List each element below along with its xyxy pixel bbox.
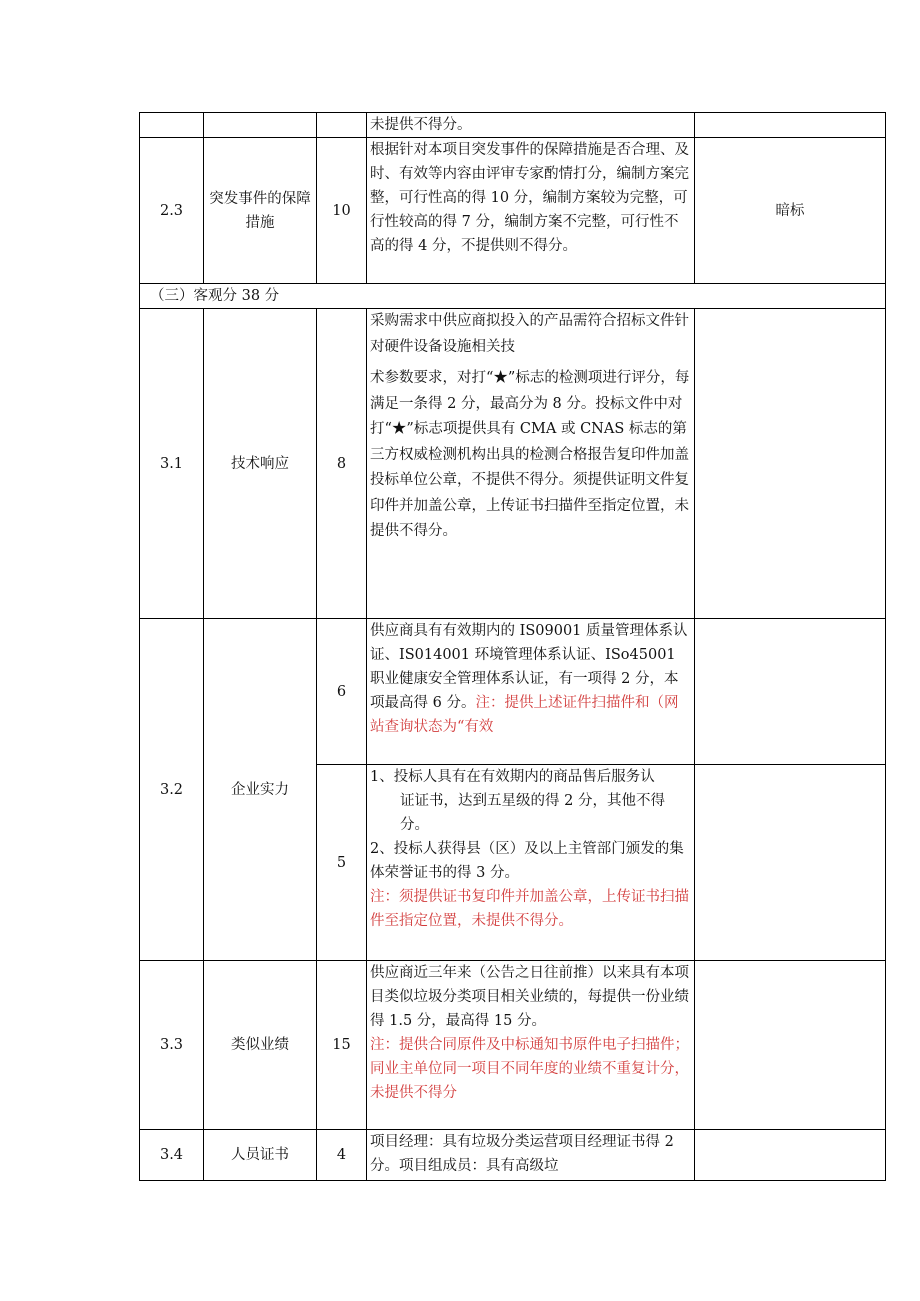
- score-cell: 8: [317, 309, 367, 619]
- desc-line-2: 2、投标人获得县（区）及以上主管部门颁发的集体荣誉证书的得 3 分。: [370, 841, 684, 881]
- desc-line-1a: 1、投标人具有在有效期内的商品售后服务认: [370, 769, 655, 785]
- desc-cell: 根据针对本项目突发事件的保障措施是否合理、及时、有效等内容由评审专家酌情打分，编制方案完整，可行性高的得 10 分，编制方案较为完整，可行性较高的得 7 分，编制方案不完整，可行性不高的得 4 分，不提供则不得分。: [367, 138, 695, 284]
- remark-cell: [695, 113, 886, 138]
- num-cell: 3.4: [140, 1130, 204, 1181]
- section-heading: （三）客观分 38 分: [140, 284, 886, 309]
- table-row: [140, 1130, 886, 1181]
- desc-cell: [367, 765, 695, 961]
- desc-text: 供应商具有有效期内的 IS09001 质量管理体系认证、IS014001 环境管理体系认证、ISo45001 职业健康安全管理体系认证，有一项得 2 分，本项最高得 6 分。: [370, 623, 688, 711]
- item-cell: 人员证书: [204, 1130, 317, 1181]
- num-cell: 3.2: [140, 619, 204, 961]
- table-row: [140, 138, 886, 284]
- desc-cell: [367, 309, 695, 619]
- num-cell: 3.3: [140, 961, 204, 1130]
- num-cell: 3.1: [140, 309, 204, 619]
- remark-cell: [695, 619, 886, 765]
- score-cell: 6: [317, 619, 367, 765]
- table-row: [140, 961, 886, 1130]
- desc-text: 供应商近三年来（公告之日往前推）以来具有本项目类似垃圾分类项目相关业绩的，每提供一份业绩得 1.5 分，最高得 15 分。: [370, 965, 689, 1029]
- item-cell: 技术响应: [204, 309, 317, 619]
- desc-cell: [367, 961, 695, 1130]
- remark-cell: 暗标: [695, 138, 886, 284]
- table-row: [140, 113, 886, 138]
- score-cell: 15: [317, 961, 367, 1130]
- remark-cell: [695, 1130, 886, 1181]
- desc-part-a: 采购需求中供应商拟投入的产品需符合招标文件针对硬件设备设施相关技: [370, 313, 689, 355]
- section-row: [140, 284, 886, 309]
- desc-cell: 未提供不得分。: [367, 113, 695, 138]
- note-text: 注：提供上述证件扫描件和（网站查询状态为“有效: [370, 695, 679, 735]
- note-text: 注：须提供证书复印件并加盖公章，上传证书扫描件至指定位置，未提供不得分。: [370, 889, 689, 929]
- desc-line-1b: 证证书，达到五星级的得 2 分，其他不得分。: [400, 793, 665, 833]
- desc-cell: 项目经理：具有垃圾分类运营项目经理证书得 2 分。项目组成员：具有高级垃: [367, 1130, 695, 1181]
- score-cell: 4: [317, 1130, 367, 1181]
- scoring-table: [139, 112, 886, 1181]
- num-cell: 2.3: [140, 138, 204, 284]
- remark-cell: [695, 961, 886, 1130]
- note-text: 注：提供合同原件及中标通知书原件电子扫描件；同业主单位同一项目不同年度的业绩不重复计分，未提供不得分: [370, 1037, 689, 1101]
- desc-cell: [367, 619, 695, 765]
- score-cell: 10: [317, 138, 367, 284]
- table-row: [140, 309, 886, 619]
- num-cell: [140, 113, 204, 138]
- item-cell: 企业实力: [204, 619, 317, 961]
- item-cell: 突发事件的保障措施: [204, 138, 317, 284]
- table-row: [140, 619, 886, 765]
- item-cell: [204, 113, 317, 138]
- desc-part-b: 术参数要求，对打“★”标志的检测项进行评分，每满足一条得 2 分，最高分为 8 分。投标文件中对打“★”标志项提供具有 CMA 或 CNAS 标志的第三方权威检测机构出具的检测合格报告复印件加盖投标单位公章，不提供不得分。须提供证明文件复印件并加盖公章，上传证书扫描件至指定位置，未提供不得分。: [370, 370, 690, 539]
- score-cell: [317, 113, 367, 138]
- remark-cell: [695, 765, 886, 961]
- remark-cell: [695, 309, 886, 619]
- score-cell: 5: [317, 765, 367, 961]
- item-cell: 类似业绩: [204, 961, 317, 1130]
